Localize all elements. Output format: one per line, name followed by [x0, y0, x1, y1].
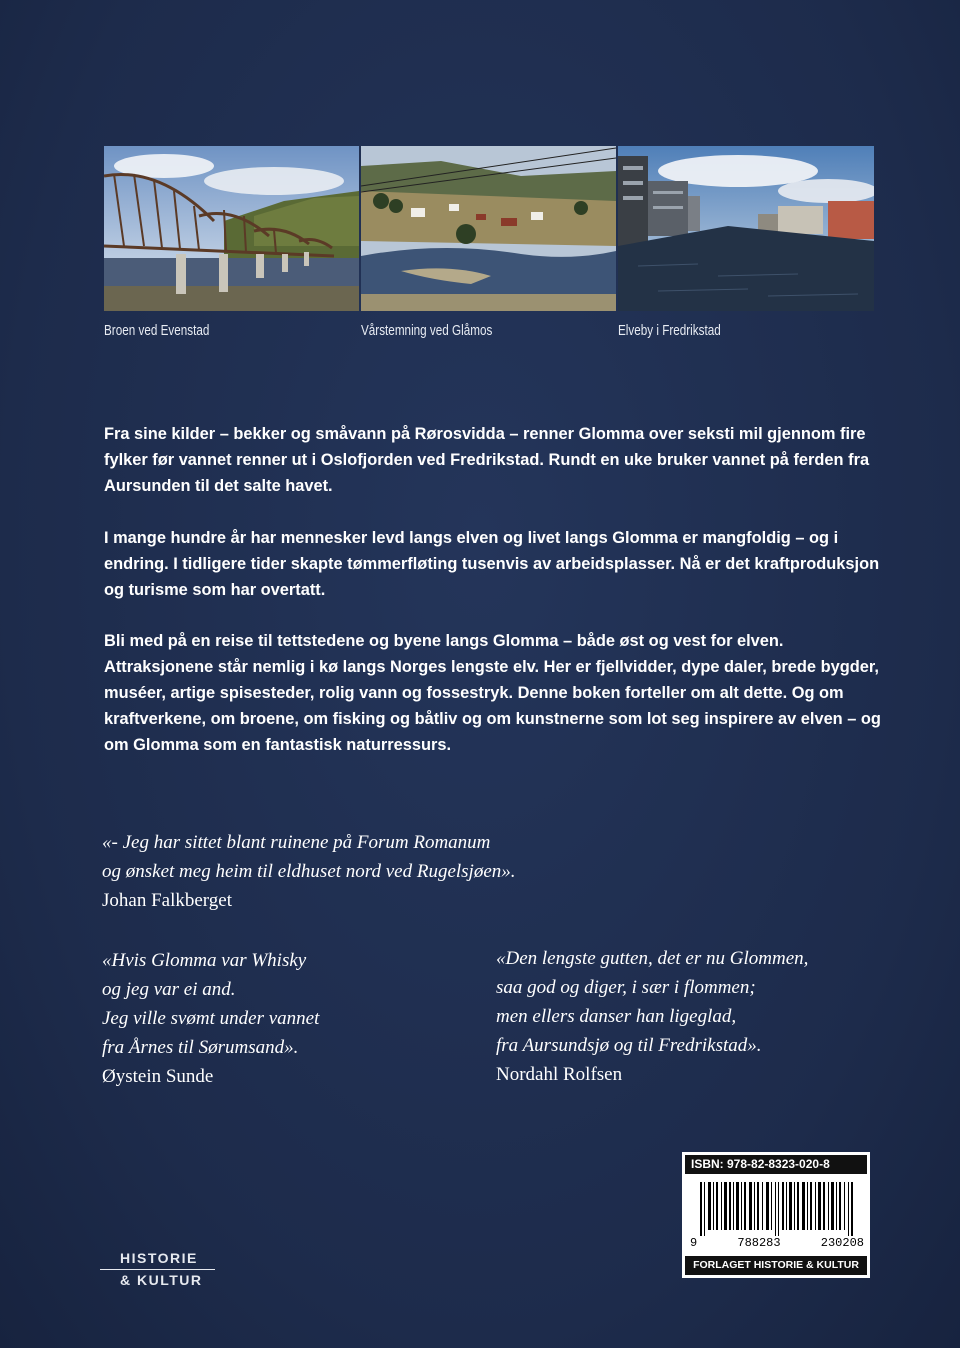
- logo-line-1: HISTORIE: [100, 1250, 215, 1270]
- quote-line: «Hvis Glomma var Whisky: [102, 950, 307, 971]
- paragraph-journey: Bli med på en reise til tettstedene og byene langs Glomma – både øst og vest for elven. Attraksjonene står nemlig i kø langs Norges lengste elv. Her er fjellvidder, dype daler, brede bygder, muséer, artige spisesteder, rolig vann og fossestryk. Denne boken forteller om alt dette. Og om kraftverkene, om broene, om fisking og båtliv og om kunstnerne som lot seg inspirere av elven – og om Glomma som en fantastisk naturressurs.: [104, 632, 881, 754]
- barcode-digit-group: 788283: [737, 1236, 781, 1250]
- caption-bridge-evenstad: Broen ved Evenstad: [104, 322, 210, 339]
- paragraph-sources: Fra sine kilder – bekker og småvann på Rørosvidda – renner Glomma over seksti mil gjennom fire fylker før vannet renner ut i Oslofjorden ved Fredrikstad. Rundt en uke bruker vannet på ferden fra Aursunden til det salte havet.: [104, 425, 870, 495]
- photo-glamos: [361, 146, 616, 311]
- quote-line: Jeg ville svømt under vannet: [102, 1008, 320, 1029]
- quote-line: og jeg var ei and.: [102, 979, 236, 1000]
- quote-sunde: [102, 946, 319, 1091]
- fredrikstad-photo-image: [618, 146, 874, 311]
- photo-fredrikstad: [618, 146, 874, 311]
- quote-line: fra Aursundsjø og til Fredrikstad».: [496, 1035, 762, 1056]
- publisher-logo: [100, 1250, 215, 1288]
- barcode-digit-group: 230208: [820, 1236, 864, 1250]
- barcode-digits: [690, 1236, 864, 1250]
- glamos-photo-image: [361, 146, 616, 311]
- barcode-icon: [700, 1182, 854, 1236]
- caption-fredrikstad: Elveby i Fredrikstad: [618, 322, 721, 339]
- photo-bridge-evenstad: [104, 146, 359, 311]
- logo-line-2: & KULTUR: [120, 1272, 203, 1288]
- isbn-barcode-box: [682, 1152, 870, 1278]
- quote-line: fra Årnes til Sørumsand».: [102, 1037, 299, 1058]
- quote-rolfsen: [496, 944, 808, 1089]
- quote-line: og ønsket meg heim til eldhuset nord ved Rugelsjøen».: [102, 861, 516, 882]
- quote-falkberget: [102, 828, 516, 915]
- paragraph-history: I mange hundre år har mennesker levd langs elven og livet langs Glomma er mangfoldig – og i endring. I tidligere tider skapte tømmerfløting tusenvis av arbeidsplasser. Nå er det kraftproduksjon og turisme som har overtatt.: [104, 529, 880, 599]
- quote-author: Øystein Sunde: [102, 1066, 214, 1087]
- barcode-digit-group: 9: [690, 1236, 698, 1250]
- quote-line: «Den lengste gutten, det er nu Glommen,: [496, 948, 809, 969]
- quote-line: saa god og diger, i sær i flommen;: [496, 977, 756, 998]
- quote-line: «- Jeg har sittet blant ruinene på Forum Romanum: [102, 832, 491, 853]
- isbn-label: ISBN: 978-82-8323-020-8: [685, 1155, 867, 1174]
- bridge-photo-image: [104, 146, 359, 311]
- quote-author: Johan Falkberget: [102, 890, 232, 911]
- quote-line: men ellers danser han ligeglad,: [496, 1006, 737, 1027]
- publisher-label: FORLAGET HISTORIE & KULTUR: [685, 1256, 867, 1275]
- quote-author: Nordahl Rolfsen: [496, 1064, 623, 1085]
- caption-glamos: Vårstemning ved Glåmos: [361, 322, 493, 339]
